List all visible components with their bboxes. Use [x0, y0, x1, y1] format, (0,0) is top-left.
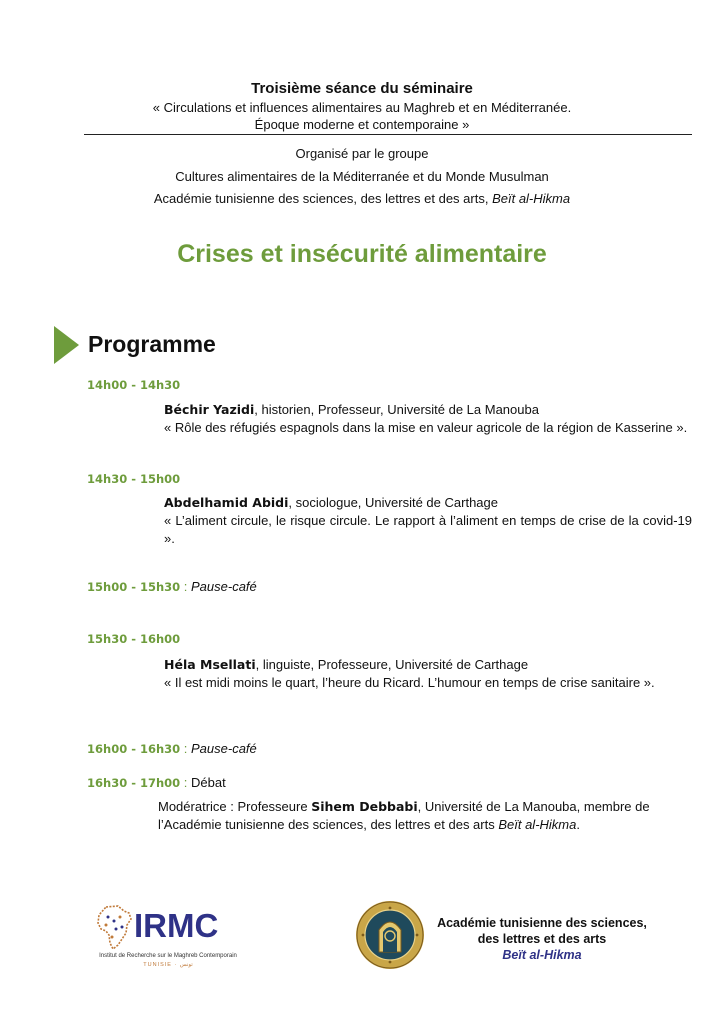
irmc-logo-text: IRMC	[134, 907, 219, 944]
debate: 16h30 - 17h00 : Débat	[87, 775, 226, 790]
academy-name-line1: Académie tunisienne des sciences,	[437, 916, 647, 930]
irmc-country: TUNISIE · تونس	[143, 962, 193, 968]
irmc-subtitle: Institut de Recherche sur le Maghreb Contemporain	[99, 953, 237, 959]
session-2	[164, 494, 692, 548]
seminar-subtitle-line1: « Circulations et influences alimentaires au Maghreb et en Méditerranée.	[152, 100, 572, 115]
session-2-speaker: Abdelhamid Abidi	[164, 495, 289, 510]
break-1-label: Pause-café	[191, 579, 257, 594]
seminar-subtitle-line2: Époque moderne et contemporaine »	[254, 117, 470, 132]
academy-name-line2: des lettres et des arts	[477, 932, 607, 946]
seminar-title: Troisième séance du séminaire	[251, 80, 473, 97]
break-2-time: 16h00 - 16h30	[87, 742, 181, 756]
organizer-intro: Organisé par le groupe	[295, 146, 429, 161]
moderator-text: Modératrice : Professeure Sihem Debbabi, Université de La Manouba, membre de l’Académie tunisienne des sciences, des lettres et des arts Beït al-Hikma.	[158, 799, 650, 832]
break-2-label: Pause-café	[191, 741, 257, 756]
session-2-time: 14h30 - 15h00	[87, 472, 181, 486]
programme-arrow-icon	[54, 326, 79, 364]
session-1	[164, 401, 692, 437]
session-2-talk: « L’aliment circule, le risque circule. Le rapport à l’aliment en temps de crise de la covid-19 ».	[164, 513, 692, 546]
session-1-talk: « Rôle des réfugiés espagnols dans la mise en valeur agricole de la région de Kasserine ».	[164, 420, 688, 435]
session-1-time: 14h00 - 14h30	[87, 378, 181, 392]
break-2: 16h00 - 16h30 : Pause-café	[87, 741, 257, 756]
break-1: 15h00 - 15h30 : Pause-café	[87, 579, 257, 594]
academy-seal-icon	[355, 900, 425, 970]
irmc-logo	[96, 905, 240, 975]
organizer-academy: Académie tunisienne des sciences, des lettres et des arts, Beït al-Hikma	[153, 191, 571, 206]
break-1-time: 15h00 - 15h30	[87, 580, 181, 594]
session-2-affiliation: , sociologue, Université de Carthage	[288, 495, 498, 510]
academy-name-line3: Beït al-Hikma	[502, 948, 582, 962]
debate-time: 16h30 - 17h00	[87, 776, 181, 790]
session-3-talk: « Il est midi moins le quart, l’heure du Ricard. L’humour en temps de crise sanitaire ».	[164, 675, 655, 690]
main-title: Crises et insécurité alimentaire	[177, 240, 547, 268]
session-3-time: 15h30 - 16h00	[87, 632, 181, 646]
header-divider	[84, 134, 692, 135]
session-3-speaker: Héla Msellati	[164, 657, 256, 672]
session-3-affiliation: , linguiste, Professeure, Université de Carthage	[255, 657, 529, 672]
academy-name	[428, 915, 656, 963]
africa-map-icon	[96, 905, 132, 951]
debate-label: Débat	[191, 775, 226, 790]
programme-heading: Programme	[88, 331, 216, 357]
session-1-affiliation: , historien, Professeur, Université de La Manouba	[254, 402, 539, 417]
moderator-name: Sihem Debbabi	[311, 799, 418, 814]
session-3	[164, 656, 692, 692]
moderator-academy-name: Beït al-Hikma	[498, 817, 577, 832]
organizer-group: Cultures alimentaires de la Méditerranée et du Monde Musulman	[175, 169, 549, 184]
organizer-academy-name: Beït al-Hikma	[492, 191, 571, 206]
session-1-speaker: Béchir Yazidi	[164, 402, 255, 417]
